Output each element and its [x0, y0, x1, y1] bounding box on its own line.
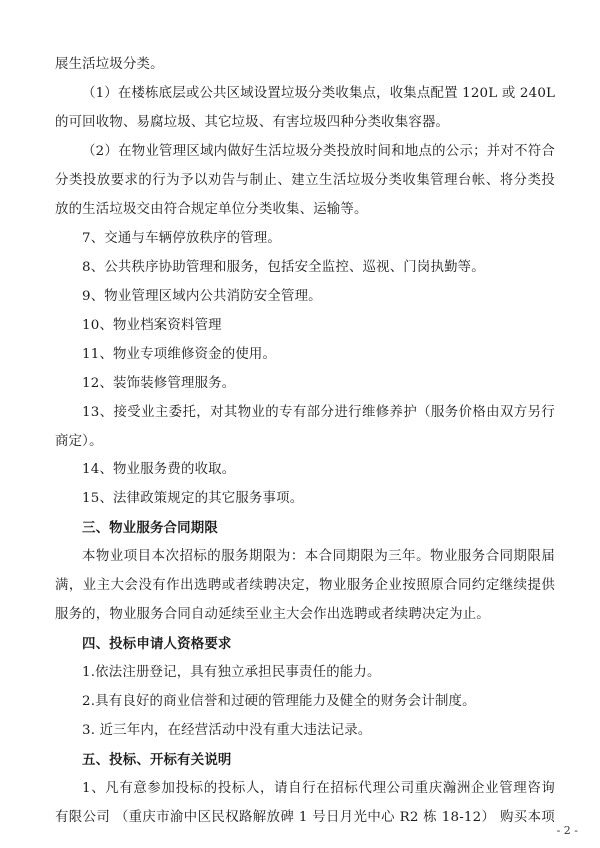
- text-line: 15、法律政策规定的其它服务事项。: [82, 491, 304, 506]
- text-line: 本物业项目本次招标的服务期限为：本合同期限为三年。物业服务合同期限届: [82, 549, 555, 564]
- text-line: 放的生活垃圾交由符合规定单位分类收集、运输等。: [55, 202, 368, 217]
- text-line: 14、物业服务费的收取。: [82, 462, 236, 477]
- text-line: 10、物业档案资料管理: [82, 318, 222, 333]
- text-line: 2.具有良好的商业信誉和过硬的管理能力及健全的财务会计制度。: [82, 694, 476, 709]
- text-line: 商定）。: [55, 434, 103, 449]
- text-line: 9、物业管理区域内公共消防安全管理。: [82, 289, 322, 304]
- text-line: 8、公共秩序协助管理和服务，包括安全监控、巡视、门岗执勤等。: [82, 260, 485, 275]
- section-heading: 四、投标申请人资格要求: [82, 636, 232, 652]
- text-line: 分类投放要求的行为予以劝告与制止、建立生活垃圾分类收集管理台帐、将分类投: [55, 173, 555, 188]
- text-line: 服务的，物业服务合同自动延续至业主大会作出选聘或者续聘决定为止。: [55, 607, 490, 622]
- section-heading: 三、物业服务合同期限: [82, 520, 218, 536]
- section-heading: 五、投标、开标有关说明: [82, 752, 232, 768]
- text-line: 1.依法注册登记，具有独立承担民事责任的能力。: [82, 665, 381, 680]
- text-line: 11、物业专项维修资金的使用。: [82, 347, 277, 362]
- text-line: 13、接受业主委托，对其物业的专有部分进行维修养护（服务价格由双方另行: [82, 405, 555, 420]
- text-line: （1）在楼栋底层或公共区域设置垃圾分类收集点，收集点配置 120L 或 240L: [82, 86, 556, 101]
- page-number: - 2 -: [556, 824, 578, 837]
- text-line: 1、凡有意参加投标的投标人，请自行在招标代理公司重庆瀚洲企业管理咨询: [82, 781, 555, 796]
- text-line: 7、交通与车辆停放秩序的管理。: [82, 231, 281, 246]
- text-line: 12、装饰装修管理服务。: [82, 376, 236, 391]
- text-line: 3. 近三年内，在经营活动中没有重大违法记录。: [82, 723, 372, 738]
- text-line: 满，业主大会没有作出选聘或者续聘决定，物业服务企业按照原合同约定继续提供: [55, 578, 555, 593]
- text-line: （2）在物业管理区域内做好生活垃圾分类投放时间和地点的公示；并对不符合: [82, 144, 555, 159]
- text-line: 的可回收物、易腐垃圾、其它垃圾、有害垃圾四种分类收集容器。: [55, 115, 450, 130]
- text-line: 展生活垃圾分类。: [55, 57, 164, 72]
- text-line: 有限公司 （重庆市渝中区民权路解放碑 1 号日月光中心 R2 栋 18-12） 购买本项: [55, 810, 555, 825]
